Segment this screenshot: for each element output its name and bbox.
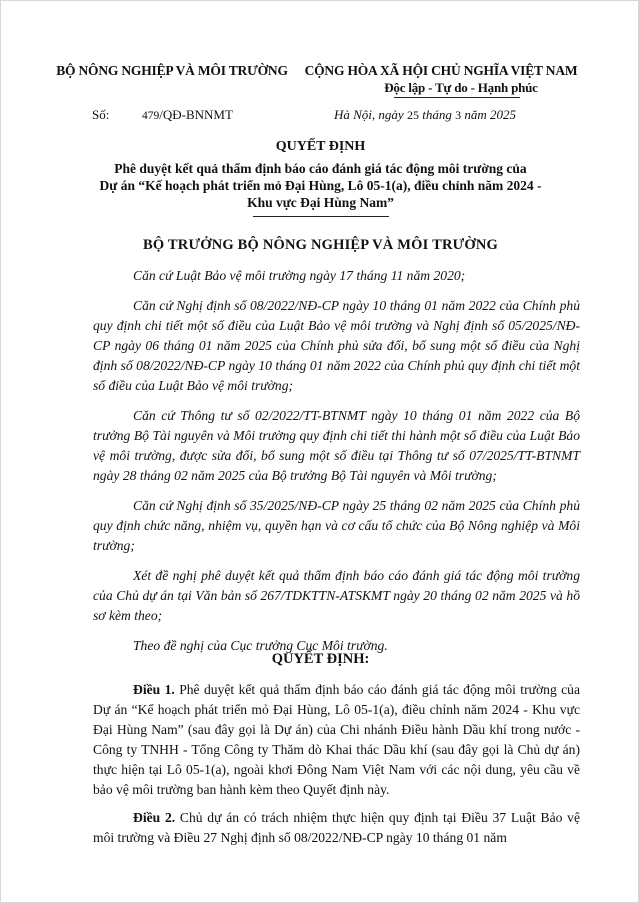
legal-basis: Theo đề nghị của Cục trưởng Cục Môi trường. bbox=[133, 638, 388, 653]
article-text: Chủ dự án có trách nhiệm thực hiện quy định tại Điều 37 Luật Bảo vệ môi trường và Điều 27 Nghị định số 08/2022/NĐ-CP ngày 10 tháng 01 năm bbox=[93, 810, 581, 845]
article-label: Điều 2. bbox=[133, 810, 176, 825]
legal-basis: Căn cứ Nghị định số 08/2022/NĐ-CP ngày 10 tháng 01 năm 2022 của Chính phủ quy định chi tiết một số điều của Luật Bảo vệ môi trường và Nghị định số 05/2025/NĐ-CP ngày 06 tháng 01 năm 2025 của Chính phủ sửa đổi, bổ sung một số điều của Nghị định số 08/2022/NĐ-CP ngày 10 tháng 01 năm 2022 của Chính phủ quy định chi tiết một số điều của Luật Bảo vệ môi trường; bbox=[93, 298, 580, 393]
country-name: CỘNG HÒA XÃ HỘI CHỦ NGHĨA VIỆT NAM bbox=[304, 63, 578, 78]
article-label: Điều 1. bbox=[133, 682, 175, 697]
subtitle-underline bbox=[253, 216, 389, 217]
date-month-label: tháng bbox=[418, 107, 456, 122]
legal-basis: Căn cứ Thông tư số 02/2022/TT-BTNMT ngày 10 tháng 01 năm 2022 của Bộ trưởng Bộ Tài nguyên và Môi trường quy định chi tiết thi hành một số điều của Luật Bảo vệ môi trường, được sửa đổi, bổ sung một số điều tại Thông tư số 07/2025/TT-BTNMT ngày 28 tháng 02 năm 2025 của Bộ trưởng Bộ Tài nguyên và Môi trường; bbox=[93, 408, 580, 483]
article-1 bbox=[93, 680, 580, 800]
articles bbox=[93, 680, 580, 848]
national-motto: Độc lập - Tự do - Hạnh phúc bbox=[384, 80, 538, 95]
article-2 bbox=[93, 808, 580, 848]
legal-bases bbox=[93, 266, 580, 656]
ministry-name: BỘ NÔNG NGHIỆP VÀ MÔI TRƯỜNG bbox=[56, 63, 288, 78]
number-label: Số: bbox=[92, 107, 110, 122]
date-month: 3 bbox=[455, 108, 462, 122]
national-header bbox=[287, 63, 595, 96]
date-day: 25 bbox=[406, 108, 419, 122]
motto-underline bbox=[394, 97, 520, 98]
decision-heading: QUYẾT ĐỊNH: bbox=[271, 651, 370, 667]
subtitle-line: Khu vực Đại Hùng Nam” bbox=[247, 195, 394, 210]
document-subtitle bbox=[1, 160, 639, 211]
number-value: 479 bbox=[142, 110, 160, 122]
document-title: QUYẾT ĐỊNH bbox=[275, 139, 366, 154]
subtitle-line: Dự án “Kế hoạch phát triển mỏ Đại Hùng, Lô 05-1(a), điều chỉnh năm 2024 - bbox=[99, 178, 542, 193]
date-year: năm 2025 bbox=[461, 107, 516, 122]
date-prefix: Hà Nội, ngày bbox=[334, 107, 407, 122]
legal-basis: Xét đề nghị phê duyệt kết quả thẩm định báo cáo đánh giá tác động môi trường của Chủ dự án tại Văn bản số 267/TDKTTN-ATSKMT ngày 20 tháng 02 năm 2025 và hồ sơ kèm theo; bbox=[93, 568, 580, 623]
document-number bbox=[92, 107, 233, 123]
issuing-authority: BỘ TRƯỞNG BỘ NÔNG NGHIỆP VÀ MÔI TRƯỜNG bbox=[143, 237, 498, 253]
date-line bbox=[334, 107, 516, 123]
article-text: Phê duyệt kết quả thẩm định báo cáo đánh giá tác động môi trường của Dự án “Kế hoạch phát triển mỏ Đại Hùng, Lô 05-1(a), điều chỉnh năm 2024 - Khu vực Đại Hùng Nam” (sau đây gọi là Dự án) của Chi nhánh Điều hành Dầu khí trong nước - Công ty TNHH - Tổng Công ty Thăm dò Khai thác Dầu khí (sau đây gọi là Chủ dự án) thực hiện tại Lô 05-1(a), ngoài khơi Đông Nam Việt Nam với các nội dung, yêu cầu về bảo vệ môi trường ban hành kèm theo Quyết định này. bbox=[93, 682, 581, 797]
number-suffix: /QĐ-BNNMT bbox=[159, 107, 233, 122]
legal-basis: Căn cứ Nghị định số 35/2025/NĐ-CP ngày 25 tháng 02 năm 2025 của Chính phủ quy định chức năng, nhiệm vụ, quyền hạn và cơ cấu tổ chức của Bộ Nông nghiệp và Môi trường; bbox=[93, 498, 580, 553]
legal-basis: Căn cứ Luật Bảo vệ môi trường ngày 17 tháng 11 năm 2020; bbox=[133, 268, 466, 283]
subtitle-line: Phê duyệt kết quả thẩm định báo cáo đánh giá tác động môi trường của bbox=[114, 161, 527, 176]
